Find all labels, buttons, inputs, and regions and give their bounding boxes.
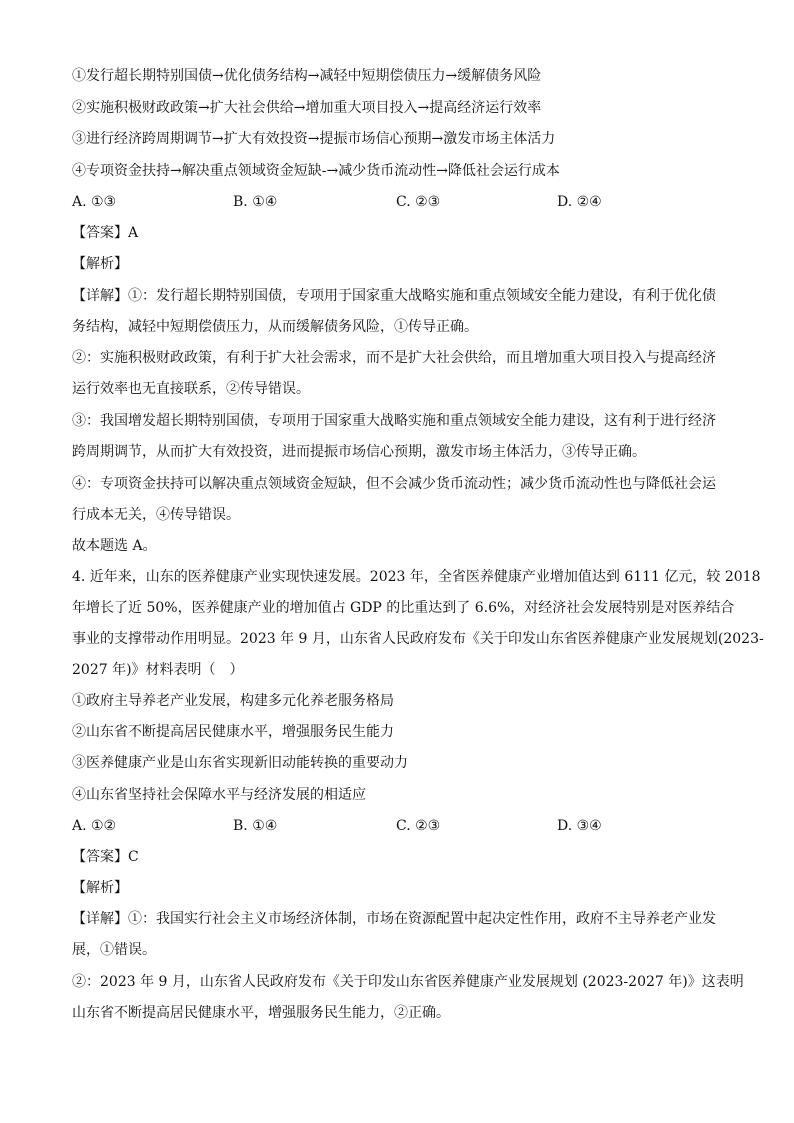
q4-stem-line: 4. 近年来，山东的医养健康产业实现快速发展。2023 年，全省医养健康产业增加值达到 6111 亿元，较 2018	[72, 569, 761, 585]
q4-detail-line: 展，①错误。	[72, 942, 156, 958]
q4-detail-line: ②：2023 年 9 月，山东省人民政府发布《关于印发山东省医养健康产业发展规划 (2023-2027 年)》这表明	[72, 974, 744, 990]
q4-item-3: ③医养健康产业是山东省实现新旧动能转换的重要动力	[72, 755, 408, 771]
q3-option-d: D. ②④	[557, 194, 602, 210]
q3-detail-line: ③：我国增发超长期特别国债，专项用于国家重大战略实施和重点领域安全能力建设，这有利于进行经济	[72, 413, 716, 429]
q3-conclusion: 故本题选 A。	[72, 538, 157, 554]
q4-detail-line: 【详解】①：我国实行社会主义市场经济体制，市场在资源配置中起决定性作用，政府不主导养老产业发	[72, 911, 716, 927]
q4-item-1: ①政府主导养老产业发展，构建多元化养老服务格局	[72, 693, 394, 709]
q4-item-2: ②山东省不断提高居民健康水平，增强服务民生能力	[72, 724, 394, 740]
q3-option-b: B. ①④	[233, 194, 278, 210]
q3-detail-line: ④：专项资金扶持可以解决重点领域资金短缺，但不会减少货币流动性；减少货币流动性也与降低社会运	[72, 476, 716, 492]
q4-item-4: ④山东省坚持社会保障水平与经济发展的相适应	[72, 787, 366, 803]
q4-stem-line: 年增长了近 50%，医养健康产业的增加值占 GDP 的比重达到了 6.6%，对经济社会发展特别是对医养结合	[72, 600, 735, 616]
q4-stem-line: 事业的支撑带动作用明显。2023 年 9 月，山东省人民政府发布《关于印发山东省医养健康产业发展规划(2023-	[72, 631, 764, 647]
q4-option-b: B. ①④	[233, 818, 278, 834]
q3-item-4: ④专项资金扶持→解决重点领域资金短缺-→减少货币流动性→降低社会运行成本	[72, 163, 560, 179]
q4-stem-line: 2027 年)》材料表明（ ）	[72, 662, 244, 678]
q3-detail-line: 行成本无关，④传导错误。	[72, 507, 240, 523]
q3-option-c: C. ②③	[396, 194, 441, 210]
q4-option-a: A. ①②	[72, 818, 117, 834]
q4-analysis-label: 【解析】	[72, 880, 128, 896]
q3-detail-line: 跨周期调节，从而扩大有效投资，进而提振市场信心预期，激发市场主体活力，③传导正确。	[72, 444, 646, 460]
q3-item-2: ②实施积极财政政策→扩大社会供给→增加重大项目投入→提高经济运行效率	[72, 100, 542, 116]
q3-analysis-label: 【解析】	[72, 256, 128, 272]
q3-option-a: A. ①③	[72, 194, 117, 210]
q4-option-c: C. ②③	[396, 818, 441, 834]
q3-item-1: ①发行超长期特别国债→优化债务结构→减轻中短期偿债压力→缓解债务风险	[72, 68, 542, 84]
q3-detail-line: 运行效率也无直接联系，②传导错误。	[72, 381, 310, 397]
q3-item-3: ③进行经济跨周期调节→扩大有效投资→提振市场信心预期→激发市场主体活力	[72, 131, 556, 147]
q4-option-d: D. ③④	[557, 818, 602, 834]
q3-detail-line: 【详解】①：发行超长期特别国债，专项用于国家重大战略实施和重点领域安全能力建设，有利于优化债	[72, 288, 716, 304]
q3-answer: 【答案】A	[72, 225, 139, 241]
q4-answer: 【答案】C	[72, 849, 139, 865]
q3-detail-line: ②：实施积极财政政策，有利于扩大社会需求，而不是扩大社会供给，而且增加重大项目投入与提高经济	[72, 350, 716, 366]
q4-detail-line: 山东省不断提高居民健康水平，增强服务民生能力，②正确。	[72, 1005, 450, 1021]
q3-detail-line: 务结构，减轻中短期偿债压力，从而缓解债务风险，①传导正确。	[72, 319, 478, 335]
